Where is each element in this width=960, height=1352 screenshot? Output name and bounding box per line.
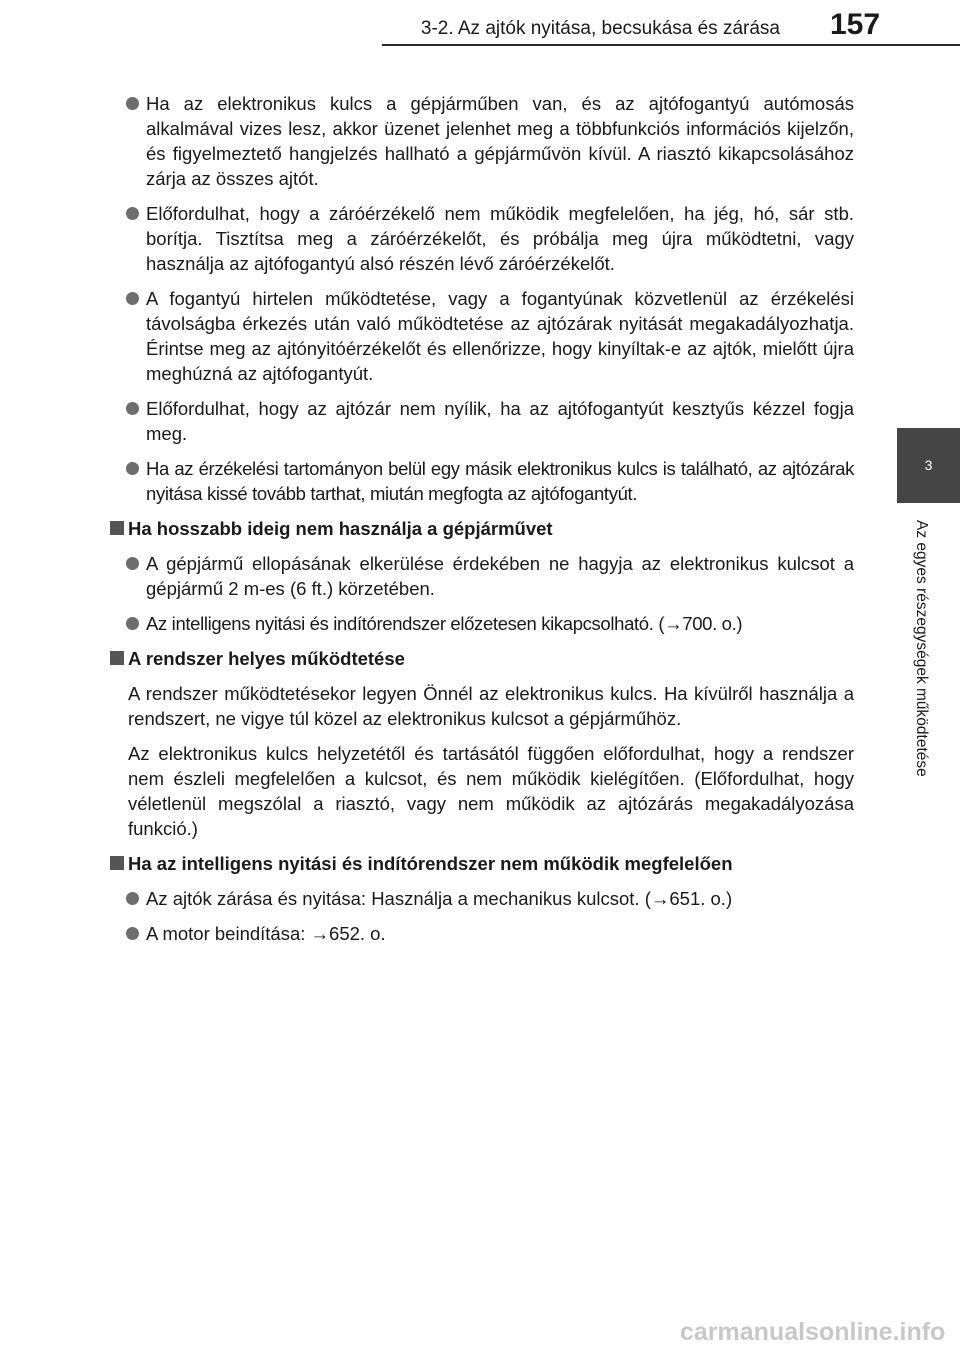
bullet-text: A motor beindítása: →652. o. — [146, 923, 386, 944]
watermark: carmanualsonline.info — [680, 1318, 946, 1346]
bullet-item — [106, 396, 854, 446]
bullet-text: Az intelligens nyitási és indítórendszer előzetesen kikapcsolható. (→700. o.) — [146, 613, 743, 634]
square-marker-icon — [110, 856, 124, 870]
paragraph: A rendszer működtetésekor legyen Önnél az elektronikus kulcs. Ha kívülről használja a rendszert, ne vigye túl közel az elektronikus kulcsot a gépjárműhöz. — [128, 683, 854, 729]
bullet-dot-icon — [126, 462, 139, 475]
bullet-item — [106, 611, 854, 636]
paragraph: Az elektronikus kulcs helyzetétől és tartásától függően előfordulhat, hogy a rendszer nem észleli megfelelően a kulcsot, és nem működik kielégítően. (Előfordulhat, hogy véletlenül megszólal a riasztó, vagy nem működik az ajtózárás megakadályozása funkció.) — [128, 743, 854, 839]
page-number: 157 — [830, 8, 881, 41]
bullet-text: Ha az elektronikus kulcs a gépjárműben van, és az ajtófogantyú autómosás alkalmával vizes lesz, akkor üzenet jelenhet meg a többfunkciós információs kijelzőn, és figyelmeztető hangjelzés hallható a gépjárművön kívül. A riasztó kikapcsolásához zárja az összes ajtót. — [146, 93, 854, 189]
bullet-item — [106, 886, 854, 911]
bullet-dot-icon — [126, 207, 139, 220]
section-heading — [106, 646, 854, 671]
bullet-item — [106, 551, 854, 601]
bullet-item — [106, 921, 854, 946]
bullet-item — [106, 91, 854, 191]
bullet-text: Előfordulhat, hogy az ajtózár nem nyílik, ha az ajtófogantyút kesztyűs kézzel fogja meg. — [146, 398, 854, 444]
bullet-text: Az ajtók zárása és nyitása: Használja a mechanikus kulcsot. (→651. o.) — [146, 888, 733, 909]
square-marker-icon — [110, 521, 124, 535]
heading-text: Ha hosszabb ideig nem használja a gépjárművet — [128, 518, 553, 539]
bullet-dot-icon — [126, 617, 139, 630]
bullet-dot-icon — [126, 927, 139, 940]
square-marker-icon — [110, 651, 124, 665]
bullet-text: A fogantyú hirtelen működtetése, vagy a fogantyúnak közvetlenül az érzékelési távolságba érkezés után való működtetése az ajtózárak nyitását megakadályozhatja. Érintse meg az ajtónyitóérzékelőt és ellenőrizze, hogy kinyíltak-e az ajtók, mielőtt újra meghúzná az ajtófogantyút. — [146, 288, 854, 384]
bullet-dot-icon — [126, 97, 139, 110]
bullet-text: A gépjármű ellopásának elkerülése érdekében ne hagyja az elektronikus kulcsot a gépjármű 2 m-es (6 ft.) körzetében. — [146, 553, 854, 599]
chapter-tab — [897, 428, 960, 503]
bullet-text: Előfordulhat, hogy a záróérzékelő nem működik megfelelően, ha jég, hó, sár stb. borítja. Tisztítsa meg a záróérzékelőt, és próbálja meg újra működtetni, vagy használja az ajtófogantyú alsó részén lévő záróérzékelőt. — [146, 203, 854, 274]
section-title: 3-2. Az ajtók nyitása, becsukása és zárása — [420, 18, 780, 39]
bullet-item — [106, 286, 854, 386]
bullet-dot-icon — [126, 292, 139, 305]
heading-text: Ha az intelligens nyitási és indítórendszer nem működik megfelelően — [128, 853, 733, 874]
bullet-item — [106, 201, 854, 276]
section-heading — [106, 516, 854, 541]
bullet-dot-icon — [126, 557, 139, 570]
bullet-dot-icon — [126, 892, 139, 905]
bullet-dot-icon — [126, 402, 139, 415]
section-heading — [106, 851, 854, 876]
chapter-title: Az egyes részegységek működtetése — [913, 520, 930, 777]
chapter-number: 3 — [924, 457, 933, 473]
heading-text: A rendszer helyes működtetése — [128, 648, 405, 669]
header-rule — [382, 44, 960, 46]
page-content — [106, 91, 854, 956]
bullet-text: Ha az érzékelési tartományon belül egy másik elektronikus kulcs is található, az ajtózárak nyitása kissé tovább tarthat, miután megfogta az ajtófogantyút. — [146, 458, 854, 504]
bullet-item — [106, 456, 854, 506]
page-header — [0, 0, 960, 44]
